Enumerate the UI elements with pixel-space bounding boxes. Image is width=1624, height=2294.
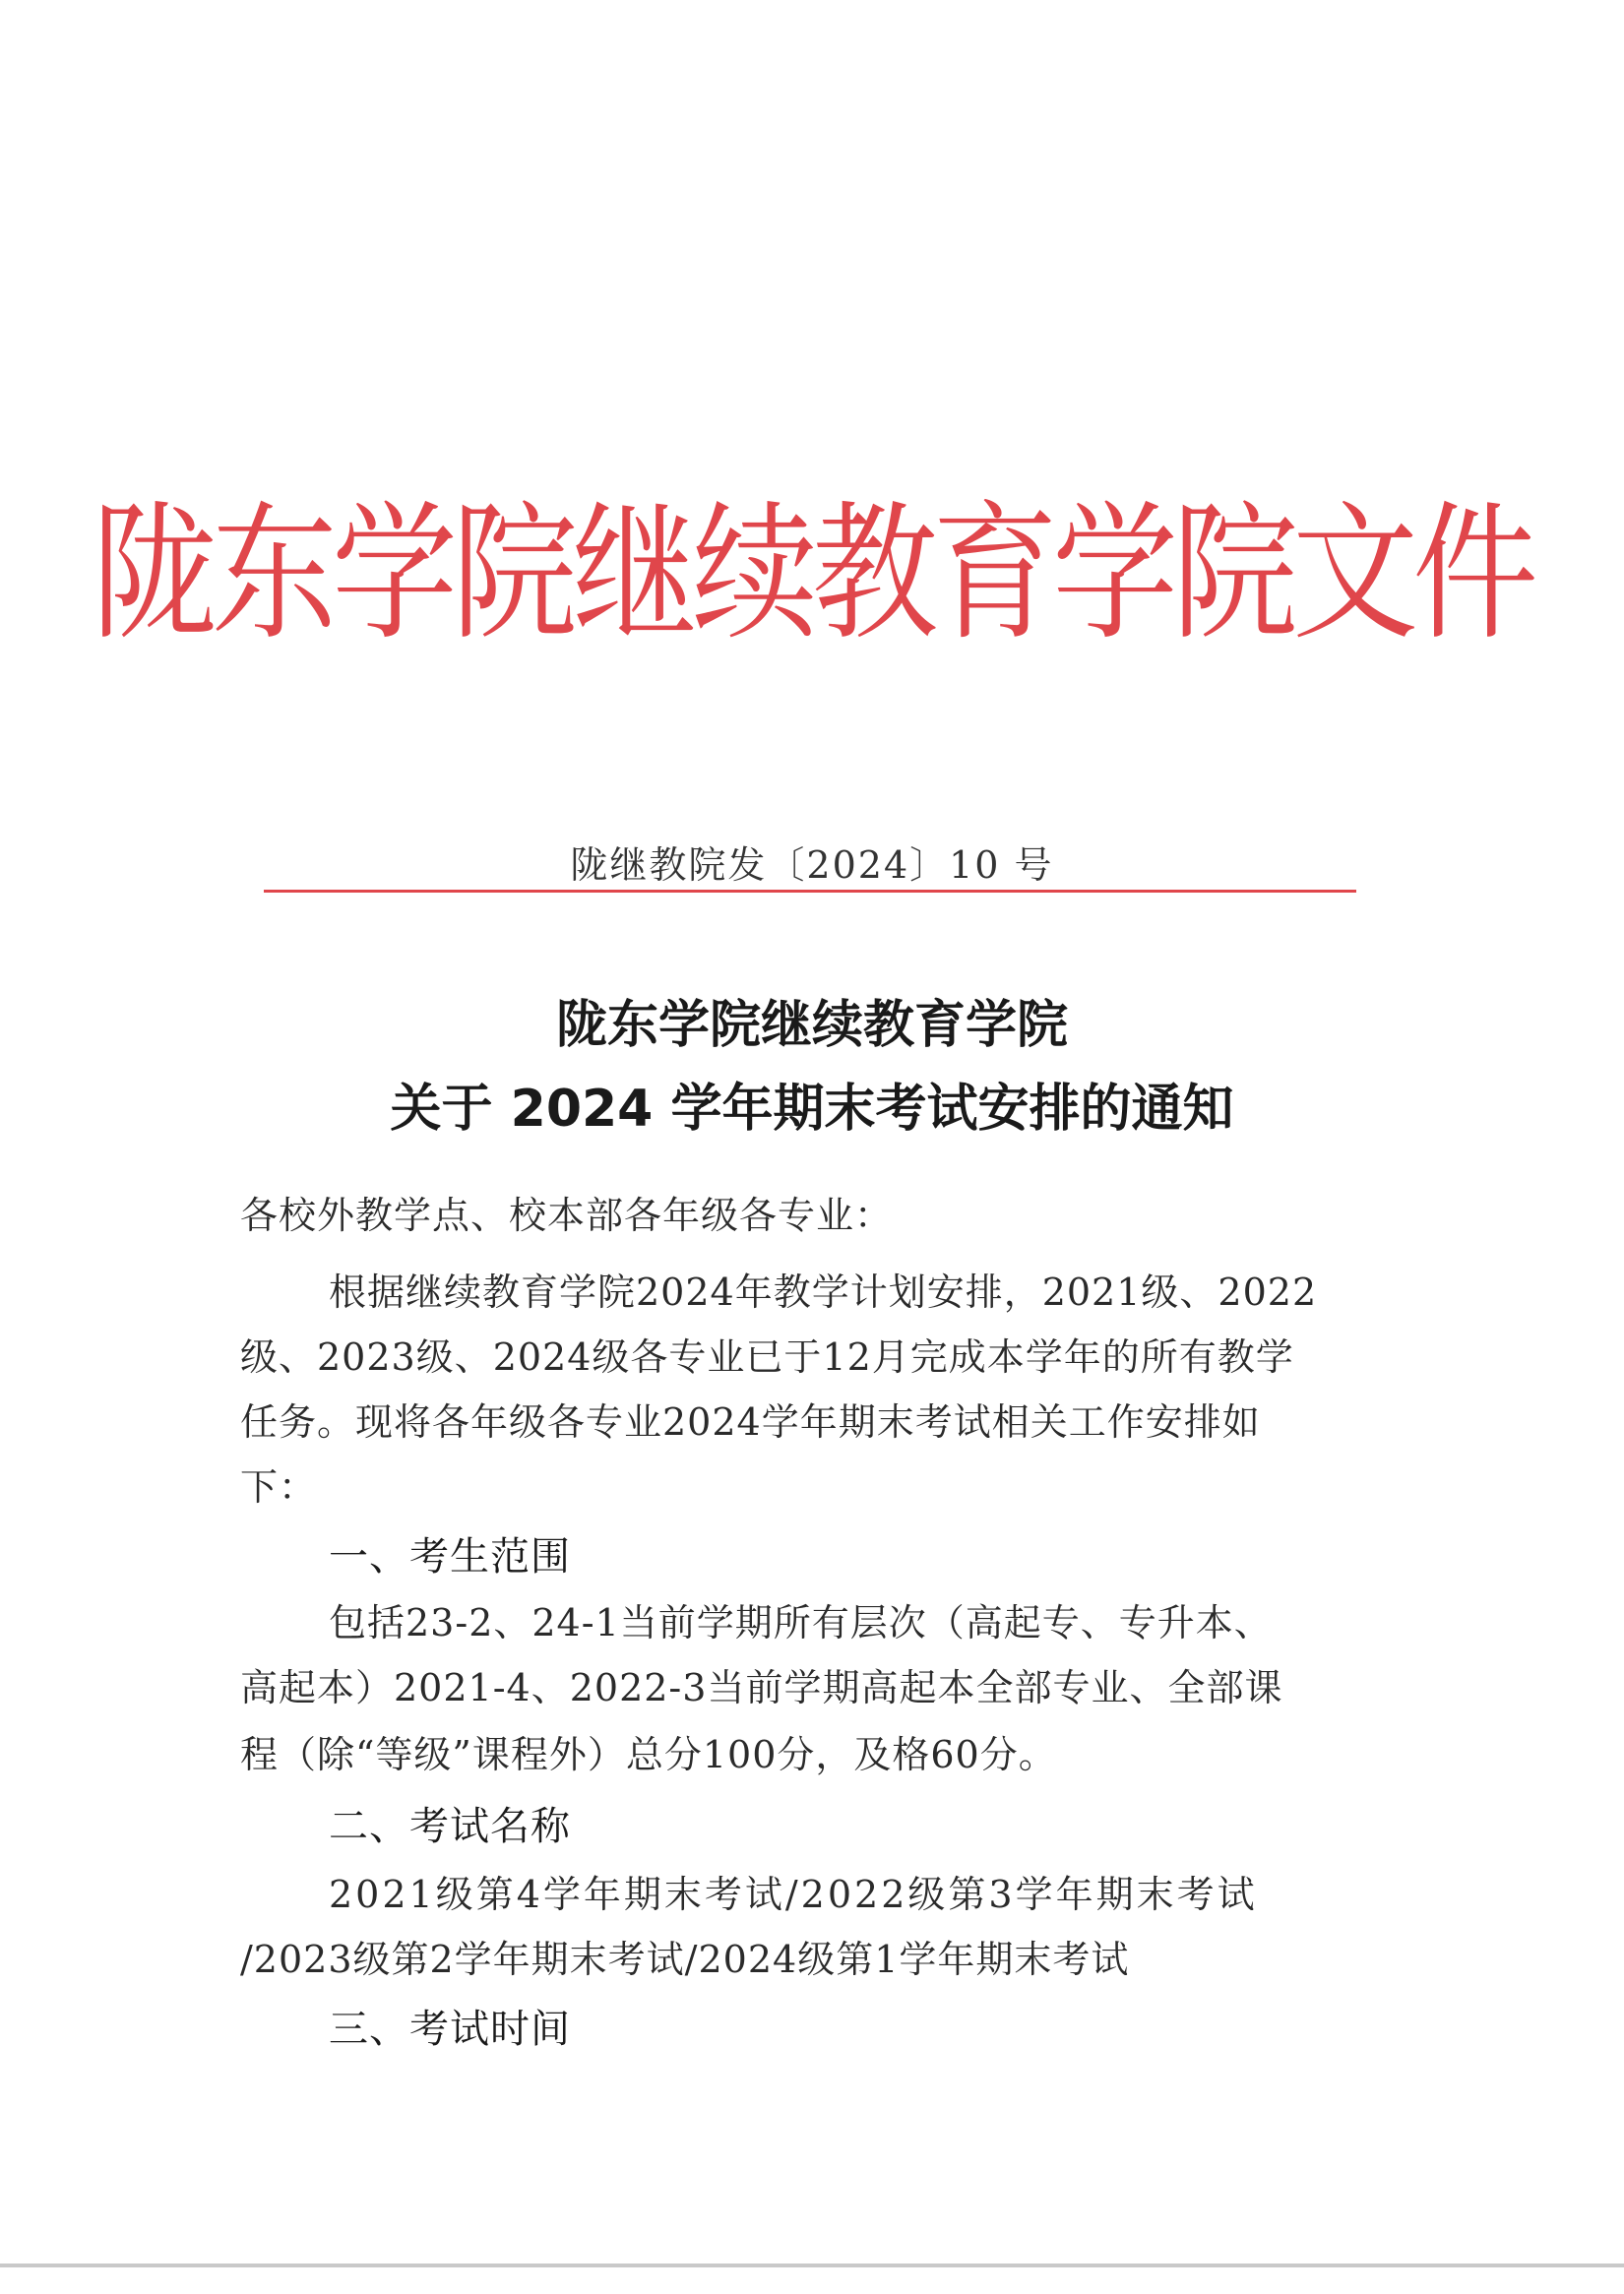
red-separator-line xyxy=(264,890,1356,893)
salutation: 各校外教学点、校本部各年级各专业： xyxy=(240,1194,894,1237)
section-line: 程（除“等级”课程外）总分100分，及格60分。 xyxy=(240,1733,1057,1776)
issuer-red-header: 陇东学院继续教育学院文件 xyxy=(91,487,1532,661)
section-heading: 一、考生范围 xyxy=(329,1534,571,1580)
intro-line: 级、2023级、2024级各专业已于12月完成本学年的所有教学 xyxy=(240,1335,1294,1379)
section-line: /2023级第2学年期末考试/2024级第1学年期末考试 xyxy=(240,1938,1130,1981)
section-heading: 三、考试时间 xyxy=(329,2007,571,2052)
section-line: 2021级第4学年期末考试/2022级第3学年期末考试 xyxy=(329,1873,1258,1916)
notice-title-line-1: 陇东学院继续教育学院 xyxy=(555,996,1068,1055)
intro-line: 下： xyxy=(240,1465,318,1509)
intro-line: 根据继续教育学院2024年教学计划安排，2021级、2022 xyxy=(329,1271,1318,1314)
section-line: 包括23-2、24-1当前学期所有层次（高起专、专升本、 xyxy=(329,1601,1273,1644)
scan-bottom-edge xyxy=(0,2263,1624,2267)
document-number: 陇继教院发〔2024〕10 号 xyxy=(570,843,1054,887)
notice-title-line-2: 关于 2024 学年期末考试安排的通知 xyxy=(390,1080,1234,1139)
section-line: 高起本）2021-4、2022-3当前学期高起本全部专业、全部课 xyxy=(240,1666,1283,1709)
intro-line: 任务。现将各年级各专业2024学年期末考试相关工作安排如 xyxy=(240,1400,1261,1444)
section-heading: 二、考试名称 xyxy=(329,1804,571,1849)
